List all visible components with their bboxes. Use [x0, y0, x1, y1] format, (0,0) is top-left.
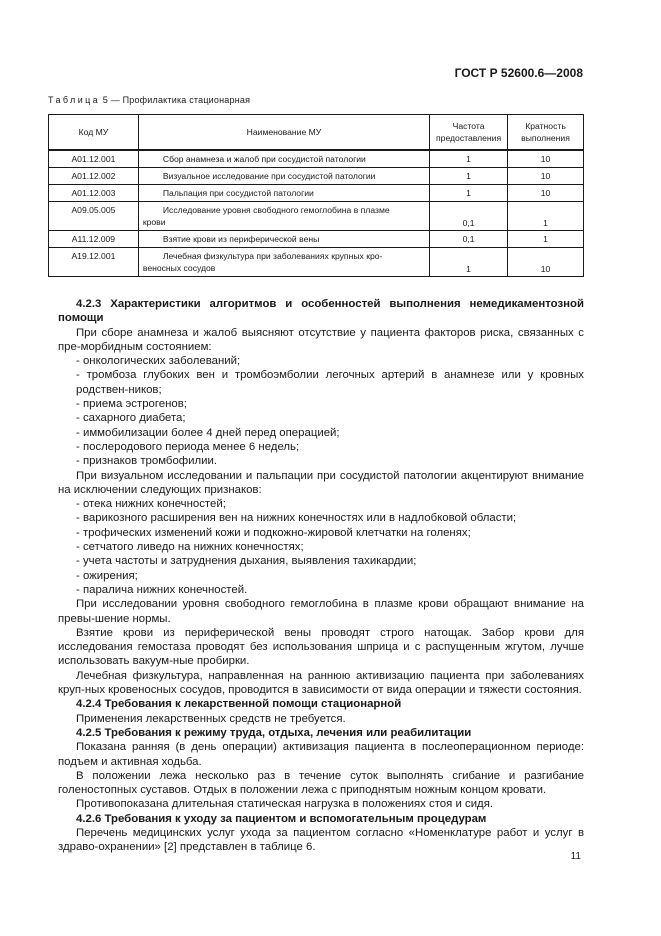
cell-multiplicity: 1 — [508, 202, 584, 231]
cell-name-text: Визуальное исследование при сосудистой патологии — [162, 171, 376, 181]
table-row — [49, 150, 584, 168]
section-heading-4-2-5: 4.2.5 Требования к режиму труда, отдыха, лечения или реабилитации — [76, 726, 472, 739]
cell-frequency: 1 — [430, 168, 508, 185]
cell-code: A01.12.003 — [49, 185, 139, 202]
column-header-multiplicity: Кратность выполнения — [508, 115, 584, 151]
paragraph: Показана ранняя (в день операции) активизация пациента в послеоперационном периоде: подъем и активная ходьба. — [58, 741, 584, 768]
page-number: 11 — [570, 851, 581, 862]
cell-name-line-1: Исследование уровня свободного гемоглобина в плазме — [162, 205, 390, 215]
cell-code: A09.05.005 — [49, 202, 139, 231]
paragraph: Противопоказана длительная статическая нагрузка в положениях стоя и сидя. — [76, 798, 494, 811]
column-header-frequency: Частота предоставления — [430, 115, 508, 151]
table-header-row — [49, 115, 584, 151]
cell-name-line-1: Лечебная физкультура при заболеваниях крупных кро- — [162, 251, 383, 261]
paragraph: Применения лекарственных средств не требуется. — [76, 712, 346, 725]
column-header-name: Наименование МУ — [138, 115, 429, 151]
table-caption — [48, 95, 250, 105]
cell-multiplicity: 10 — [508, 185, 584, 202]
paragraph: Лечебная физкультура, направленная на раннюю активизацию пациента при заболеваниях круп-ных кровеносных сосудов, проводится в зависимости от вида операции и тяжести состояния. — [58, 669, 584, 697]
list-item: - послеродового периода менее 6 недель; — [76, 440, 300, 453]
document-body — [58, 297, 584, 855]
list-item: - иммобилизации более 4 дней перед операцией; — [76, 426, 340, 439]
cell-frequency: 1 — [430, 150, 508, 168]
cell-frequency: 0,1 — [430, 231, 508, 248]
cell-multiplicity: 10 — [508, 248, 584, 277]
table-row — [49, 185, 584, 202]
section-heading-4-2-6: 4.2.6 Требования к уходу за пациентом и вспомогательным процедурам — [76, 812, 487, 825]
list-item: - трофических изменений кожи и подкожно-жировой клетчатки на голенях; — [76, 526, 471, 539]
cell-code: A01.12.002 — [49, 168, 139, 185]
list-item: - учета частоты и затруднения дыхания, выявления тахикардии; — [76, 555, 417, 568]
table-caption-title: 5 — Профилактика стационарная — [100, 95, 251, 105]
section-heading-4-2-4: 4.2.4 Требования к лекарственной помощи стационарной — [76, 698, 402, 711]
paragraph: При сборе анамнеза и жалоб выясняют отсутствие у пациента факторов риска, связанных с пре-морбидным состоянием: — [58, 326, 584, 353]
cell-name-text: Сбор анамнеза и жалоб при сосудистой патологии — [162, 154, 366, 164]
cell-code: A19.12.001 — [49, 248, 139, 277]
standard-number: ГОСТ Р 52600.6—2008 — [454, 66, 583, 80]
services-table — [48, 114, 584, 277]
cell-name-line-2: крови — [142, 217, 166, 227]
list-item: - тромбоза глубоких вен и тромбоэмболии легочных артерий в анамнезе или у кровных родствен-ников; — [76, 369, 584, 396]
cell-name — [138, 248, 429, 277]
cell-frequency: 1 — [430, 248, 508, 277]
list-item: - отека нижних конечностей; — [76, 498, 226, 511]
cell-name — [138, 231, 429, 248]
table-row — [49, 168, 584, 185]
paragraph: Взятие крови из периферической вены проводят строго натощак. Забор крови для исследования гемостаза проводят без использования шприца и с распущенным жгутом, лучше использовать вакуум-ные пробирки. — [58, 626, 584, 668]
list-item: - признаков тромбофилии. — [76, 455, 218, 468]
cell-frequency: 0,1 — [430, 202, 508, 231]
cell-multiplicity: 10 — [508, 168, 584, 185]
cell-name — [138, 202, 429, 231]
table-row — [49, 231, 584, 248]
cell-multiplicity: 10 — [508, 150, 584, 168]
list-item: - сахарного диабета; — [76, 412, 186, 425]
list-item: - ожирения; — [76, 569, 138, 582]
column-header-code: Код МУ — [49, 115, 139, 151]
section-heading-4-2-3: 4.2.3 Характеристики алгоритмов и особенностей выполнения немедикаментозной помощи — [58, 298, 584, 325]
cell-name-text: Взятие крови из периферической вены — [162, 234, 320, 244]
cell-frequency: 1 — [430, 185, 508, 202]
paragraph: При визуальном исследовании и пальпации при сосудистой патологии акцентируют внимание на исключении следующих признаков: — [58, 469, 584, 496]
paragraph: В положении лежа несколько раз в течение суток выполнять сгибание и разгибание голеностопных суставов. Отдых в положении лежа с приподнятым ножным концом кровати. — [58, 769, 584, 797]
list-item: - онкологических заболеваний; — [76, 355, 241, 368]
cell-name — [138, 150, 429, 168]
table-row — [49, 248, 584, 277]
cell-name — [138, 168, 429, 185]
list-item: - приема эстрогенов; — [76, 398, 187, 411]
table-row — [49, 202, 584, 231]
cell-name — [138, 185, 429, 202]
cell-name-text: Пальпация при сосудистой патологии — [162, 188, 314, 198]
list-item: - паралича нижних конечностей. — [76, 583, 248, 596]
cell-code: A11.12.009 — [49, 231, 139, 248]
cell-code: A01.12.001 — [49, 150, 139, 168]
paragraph: При исследовании уровня свободного гемоглобина в плазме крови обращают внимание на превы-шение нормы. — [58, 598, 584, 625]
list-item: - варикозного расширения вен на нижних конечностях или в надлобковой области; — [76, 512, 517, 525]
cell-name-line-2: веносных сосудов — [142, 263, 216, 273]
paragraph: Перечень медицинских услуг ухода за пациентом согласно «Номенклатуре работ и услуг в здраво-охранении» [2] представлен в таблице 6. — [58, 826, 584, 854]
cell-multiplicity: 1 — [508, 231, 584, 248]
table-caption-word: Таблица — [48, 95, 101, 105]
list-item: - сетчатого ливедо на нижних конечностях; — [76, 541, 304, 554]
